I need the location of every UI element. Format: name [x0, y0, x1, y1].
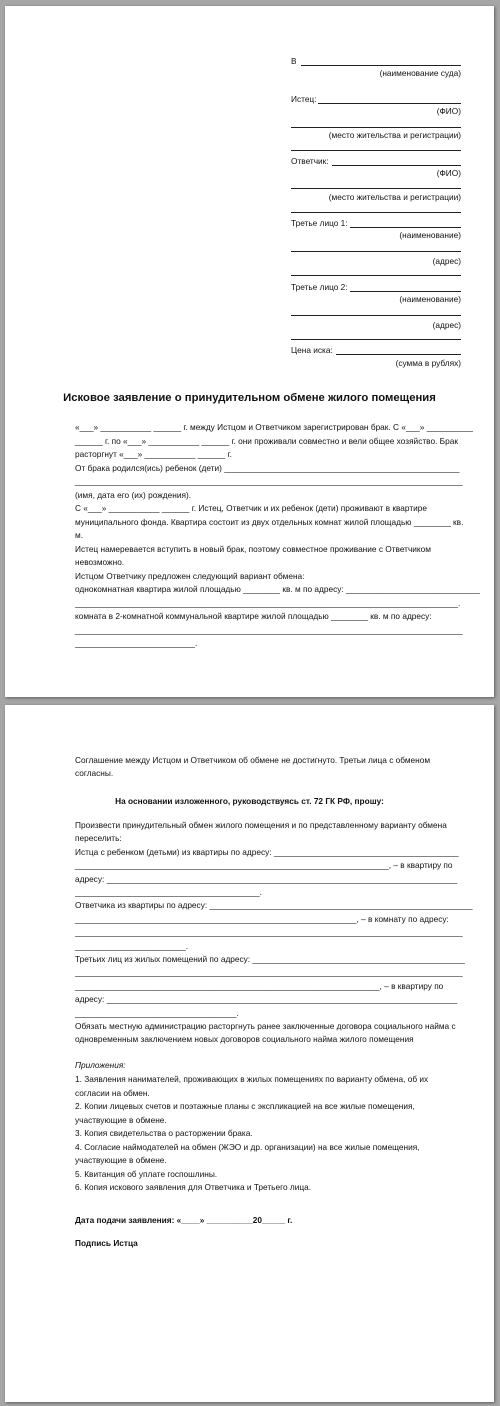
court-caption: (наименование суда)	[379, 68, 461, 78]
body-line: Обязать местную администрацию расторгнуть ранее заключенные договора социального найма с	[75, 1021, 456, 1031]
defendant-fio-caption: (ФИО)	[436, 168, 461, 178]
body-line: ____________________________________________________________________, – в квартиру по	[75, 860, 453, 871]
third2-name-caption: (наименование)	[399, 294, 461, 304]
attachment-line: 2. Копии лицевых счетов и поэтажные планы с экспликацией на все жилые помещения,	[75, 1101, 415, 1111]
defendant-residence-caption: (место жительства и регистрации)	[328, 192, 461, 202]
body-line: ____________________________________________________________________________________	[75, 967, 463, 978]
body-line: «___» ___________ ______ г. между Истцом и Ответчиком зарегистрирован брак. С «___» __________	[75, 422, 473, 432]
body-line: расторгнут «___» ___________ ______ г.	[75, 449, 232, 459]
claim-price-label: Цена иска:	[291, 345, 333, 355]
third2-line	[350, 291, 461, 292]
document-page-2	[5, 705, 494, 1402]
attachment-line: 6. Копия искового заявления для Ответчика и Третьего лица.	[75, 1182, 312, 1192]
body-line: ___________________________________________________________________________________.	[75, 597, 461, 608]
attachment-line: участвующие в обмене.	[75, 1114, 167, 1125]
court-line	[301, 65, 461, 66]
document-page-1	[5, 6, 494, 697]
request-heading: На основании изложенного, руководствуясь ст. 72 ГК РФ, прошу:	[115, 796, 384, 806]
third2-extra-line	[291, 339, 461, 340]
body-line: Третьих лиц из жилых помещений по адресу: ______________________________________________	[75, 954, 465, 964]
plaintiff-fio-caption: (ФИО)	[436, 106, 461, 116]
body-line: невозможно.	[75, 557, 125, 567]
defendant-line	[332, 165, 461, 166]
claim-price-line	[336, 354, 461, 355]
third1-address-line	[291, 251, 461, 252]
body-line: однокомнатная квартира жилой площадью ________ кв. м по адресу: _____________________________	[75, 584, 480, 594]
body-line: муниципального фонда. Квартира состоит из двух отдельных комнат жилой площадью ________ кв.	[75, 516, 464, 527]
body-line: __________________________________________________________________, – в квартиру по	[75, 980, 444, 991]
body-line: С «___» ___________ ______ г. Истец, Ответчик и их ребенок (дети) проживают в квартире	[75, 503, 428, 513]
attachment-line: 5. Квитанция об уплате госпошлины.	[75, 1168, 218, 1179]
attachment-line: участвующие в обмене.	[75, 1155, 167, 1165]
third1-address-caption: (адрес)	[432, 256, 461, 266]
plaintiff-line	[318, 103, 461, 104]
attachment-line: согласии на обмен.	[75, 1087, 150, 1098]
body-line: адресу: ____________________________________________________________________________	[75, 994, 458, 1005]
body-line: переселить:	[75, 833, 122, 844]
body-line: __________________________.	[75, 638, 198, 648]
body-line: согласны.	[75, 768, 114, 778]
body-line: Произвести принудительный обмен жилого помещения и по представленному варианту обмена	[75, 820, 447, 830]
body-line: _____________________________________________________________, – в комнату по адресу:	[75, 913, 449, 924]
body-line: одновременным заключением новых договоров социального найма жилого помещения	[75, 1034, 414, 1045]
body-line: ___________________________________.	[75, 1007, 239, 1018]
filing-date: Дата подачи заявления: «____» __________20_____ г.	[75, 1215, 293, 1225]
plaintiff-extra-line	[291, 150, 461, 151]
plaintiff-residence-caption: (место жительства и регистрации)	[328, 130, 461, 140]
body-line: комната в 2-комнатной коммунальной квартире жилой площадью ________ кв. м по адресу:	[75, 611, 432, 621]
document-title: Исковое заявление о принудительном обмене жилого помещения	[63, 392, 436, 404]
body-line: Соглашение между Истцом и Ответчиком об обмене не достигнуто. Третьи лица с обменом	[75, 755, 431, 765]
body-line: Истцом Ответчику предложен следующий вариант обмена:	[75, 570, 305, 581]
body-line: (имя, дата его (их) рождения).	[75, 489, 192, 500]
defendant-label: Ответчик:	[291, 156, 329, 166]
claim-price-caption: (сумма в рублях)	[395, 358, 461, 368]
defendant-extra-line	[291, 212, 461, 213]
body-line: Ответчика из квартиры по адресу: _________________________________________________________	[75, 900, 473, 911]
defendant-residence-line	[291, 188, 461, 189]
body-line: От брака родился(ись) ребенок (дети) ___________________________________________________	[75, 462, 460, 473]
attachments-heading: Приложения:	[75, 1060, 126, 1070]
body-line: адресу: ____________________________________________________________________________	[75, 873, 458, 884]
attachment-line: 3. Копия свидетельства о расторжении брака.	[75, 1128, 253, 1138]
third2-address-line	[291, 315, 461, 316]
third2-address-caption: (адрес)	[432, 320, 461, 330]
body-line: Истец намеревается вступить в новый брак, поэтому совместное проживание с Ответчиком	[75, 543, 431, 554]
body-line: Истца с ребенком (детьми) из квартиры по адресу: ________________________________________	[75, 846, 459, 857]
body-line: ________________________.	[75, 940, 189, 951]
body-line: ____________________________________________________________________________________	[75, 476, 463, 486]
attachment-line: 1. Заявления нанимателей, проживающих в жилых помещениях по варианту обмена, об их	[75, 1074, 429, 1084]
body-line: ________________________________________.	[75, 887, 262, 897]
court-prefix: В	[291, 56, 297, 66]
body-line: ______ г. по «___» ___________ ______ г. они проживали совместно и вели общее хозяйство. Брак	[75, 435, 458, 446]
body-line: ____________________________________________________________________________________	[75, 624, 463, 635]
third2-label: Третье лицо 2:	[291, 282, 348, 292]
third1-line	[350, 227, 461, 228]
third1-name-caption: (наименование)	[399, 230, 461, 240]
third1-label: Третье лицо 1:	[291, 218, 348, 228]
body-line: м.	[75, 530, 84, 540]
signature: Подпись Истца	[75, 1238, 138, 1248]
attachment-line: 4. Согласие наймодателей на обмен (ЖЭО и др. организации) на все жилые помещения,	[75, 1141, 420, 1152]
plaintiff-residence-line	[291, 127, 461, 128]
plaintiff-label: Истец:	[291, 94, 317, 104]
third1-extra-line	[291, 275, 461, 276]
body-line: ____________________________________________________________________________________	[75, 927, 463, 938]
